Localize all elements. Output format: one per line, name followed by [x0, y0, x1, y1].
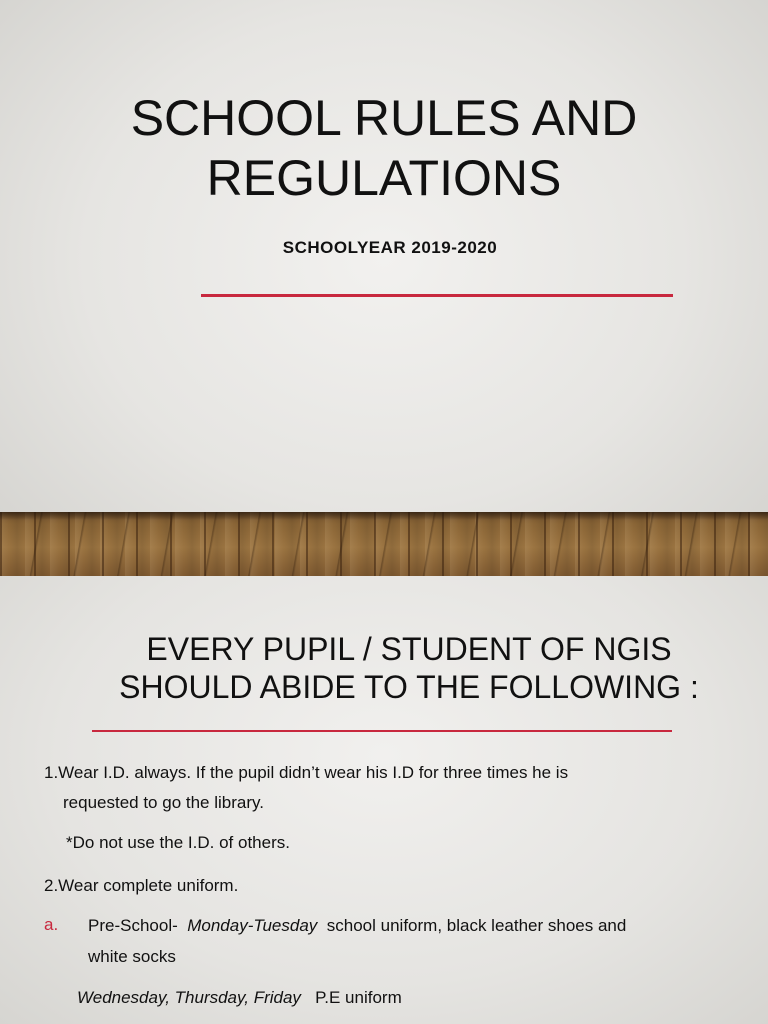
- rule-2: 2.Wear complete uniform.: [44, 876, 239, 895]
- item-a-days: Monday-Tuesday: [187, 916, 318, 935]
- slide-title-line2: REGULATIONS: [206, 150, 562, 206]
- item-a-extra: [77, 987, 402, 1009]
- wood-floor-decoration: [0, 512, 768, 576]
- rule-1-line1: 1.Wear I.D. always. If the pupil didn’t wear his I.D for three times he is: [44, 763, 569, 782]
- item-a-label: Pre-School-: [88, 916, 178, 935]
- rules-heading: [0, 630, 768, 706]
- slide-title-line1: SCHOOL RULES AND: [130, 90, 638, 146]
- item-a-line2: white socks: [88, 947, 176, 966]
- item-a-extra-days: Wednesday, Thursday, Friday: [77, 988, 301, 1007]
- accent-divider: [92, 730, 672, 732]
- item-a-line1: [88, 915, 626, 937]
- slide-title: [0, 88, 768, 208]
- rules-heading-line2: SHOULD ABIDE TO THE FOLLOWING :: [119, 669, 699, 705]
- rule-1-line2: requested to go the library.: [63, 793, 264, 812]
- item-a-extra-text: P.E uniform: [315, 988, 402, 1007]
- rules-slide: [0, 576, 768, 1024]
- rules-heading-line1: EVERY PUPIL / STUDENT OF NGIS: [146, 631, 672, 667]
- list-marker-a: a.: [44, 915, 59, 934]
- slide-subtitle: SCHOOLYEAR 2019-2020: [282, 238, 498, 257]
- item-a-text: school uniform, black leather shoes and: [326, 916, 627, 935]
- rule-1-note: *Do not use the I.D. of others.: [66, 833, 290, 852]
- accent-divider: [201, 294, 673, 297]
